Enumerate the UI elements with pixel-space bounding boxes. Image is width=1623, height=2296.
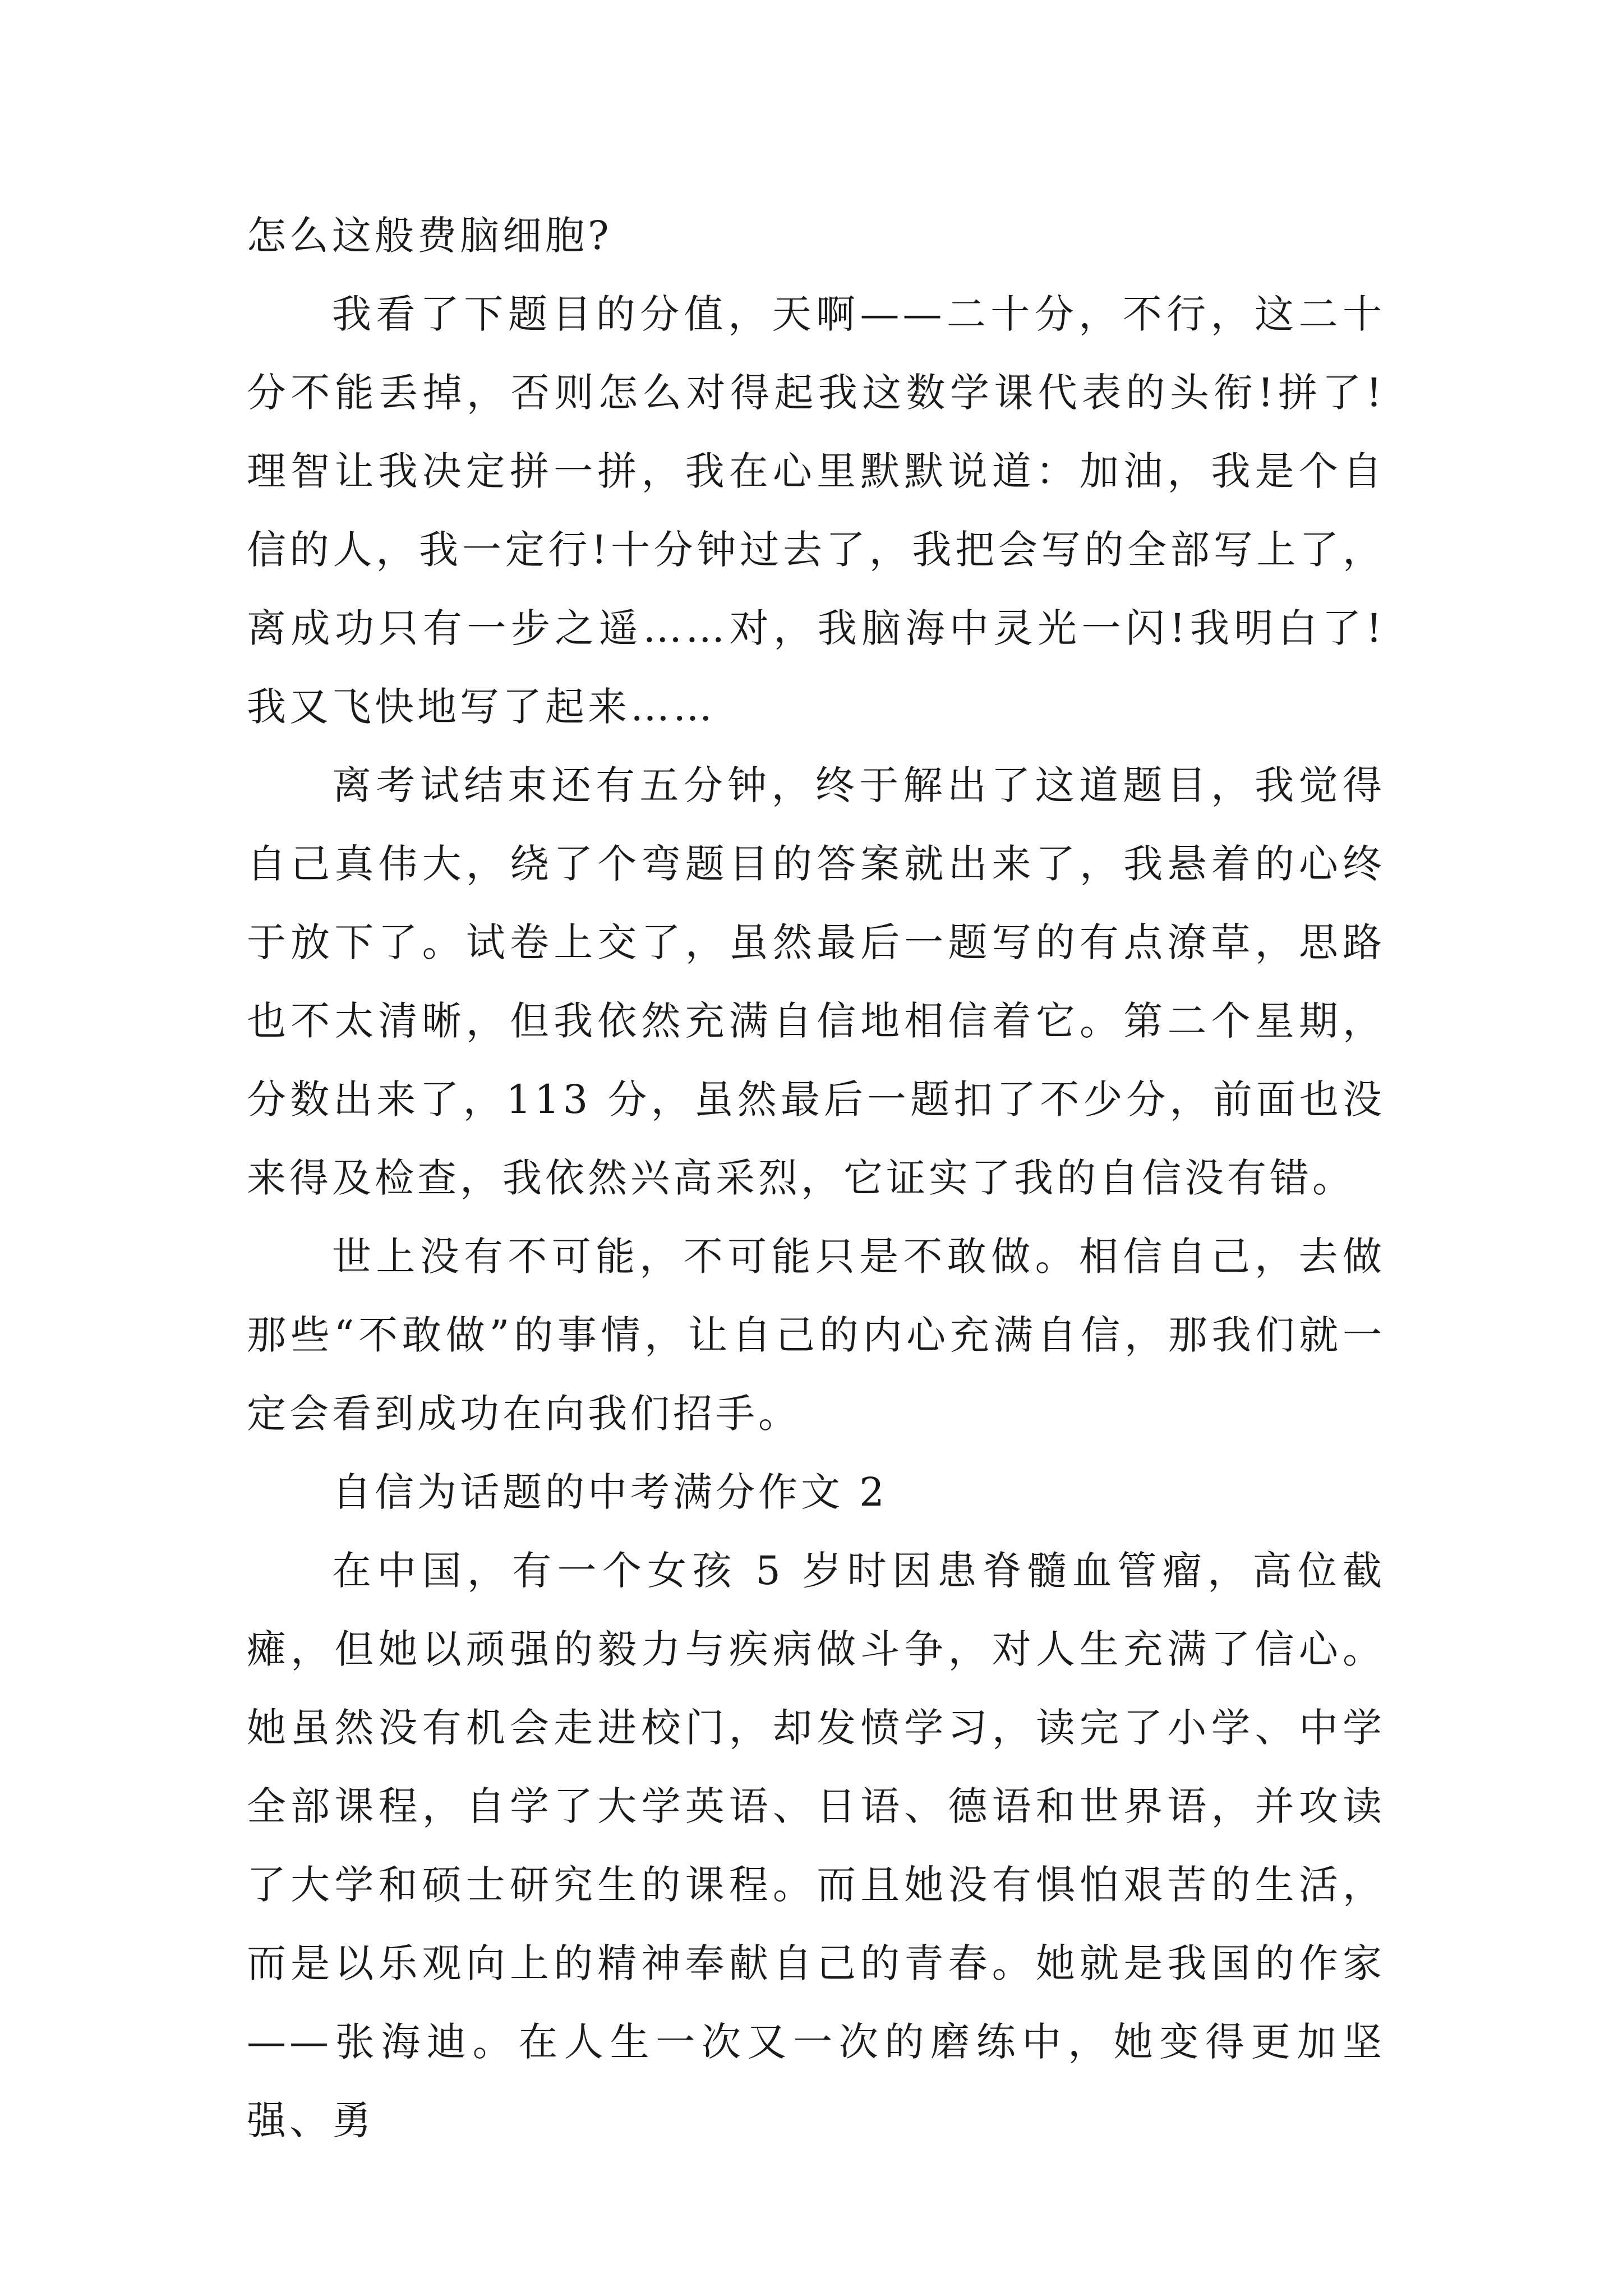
document-body bbox=[247, 196, 1385, 2160]
essay-title: 自信为话题的中考满分作文 2 bbox=[332, 1469, 888, 1515]
paragraph-conclusion: 世上没有不可能，不可能只是不敢做。相信自己，去做那些“不敢做”的事情，让自己的内心充满自信，那我们就一定会看到成功在向我们招手。 bbox=[247, 1234, 1385, 1437]
paragraph-zhang-haidi: 在中国，有一个女孩 5 岁时因患脊髓血管瘤，高位截瘫，但她以顽强的毅力与疾病做斗争，对人生充满了信心。她虽然没有机会走进校门，却发愤学习，读完了小学、中学全部课程，自学了大学英语、日语、德语和世界语，并攻读了大学和硕士研究生的课程。而且她没有惧怕艰苦的生活，而是以乐观向上的精神奉献自己的青春。她就是我国的作家——张海迪。在人生一次又一次的磨练中，她变得更加坚强、勇 bbox=[247, 1548, 1385, 2143]
paragraph-math-question: 我看了下题目的分值，天啊——二十分，不行，这二十分不能丢掉，否则怎么对得起我这数学课代表的头衔!拼了!理智让我决定拼一拼，我在心里默默说道：加油，我是个自信的人，我一定行!十分钟过去了，我把会写的全部写上了，离成功只有一步之遥……对，我脑海中灵光一闪!我明白了!我又飞快地写了起来…… bbox=[247, 291, 1385, 730]
paragraph-exam-result: 离考试结束还有五分钟，终于解出了这道题目，我觉得自己真伟大，绕了个弯题目的答案就出来了，我悬着的心终于放下了。试卷上交了，虽然最后一题写的有点潦草，思路也不太清晰，但我依然充满自信地相信着它。第二个星期，分数出来了，113 分，虽然最后一题扣了不少分，前面也没来得及检查，我依然兴高采烈，它证实了我的自信没有错。 bbox=[247, 762, 1385, 1201]
paragraph-continuation: 怎么这般费脑细胞? bbox=[247, 213, 612, 259]
